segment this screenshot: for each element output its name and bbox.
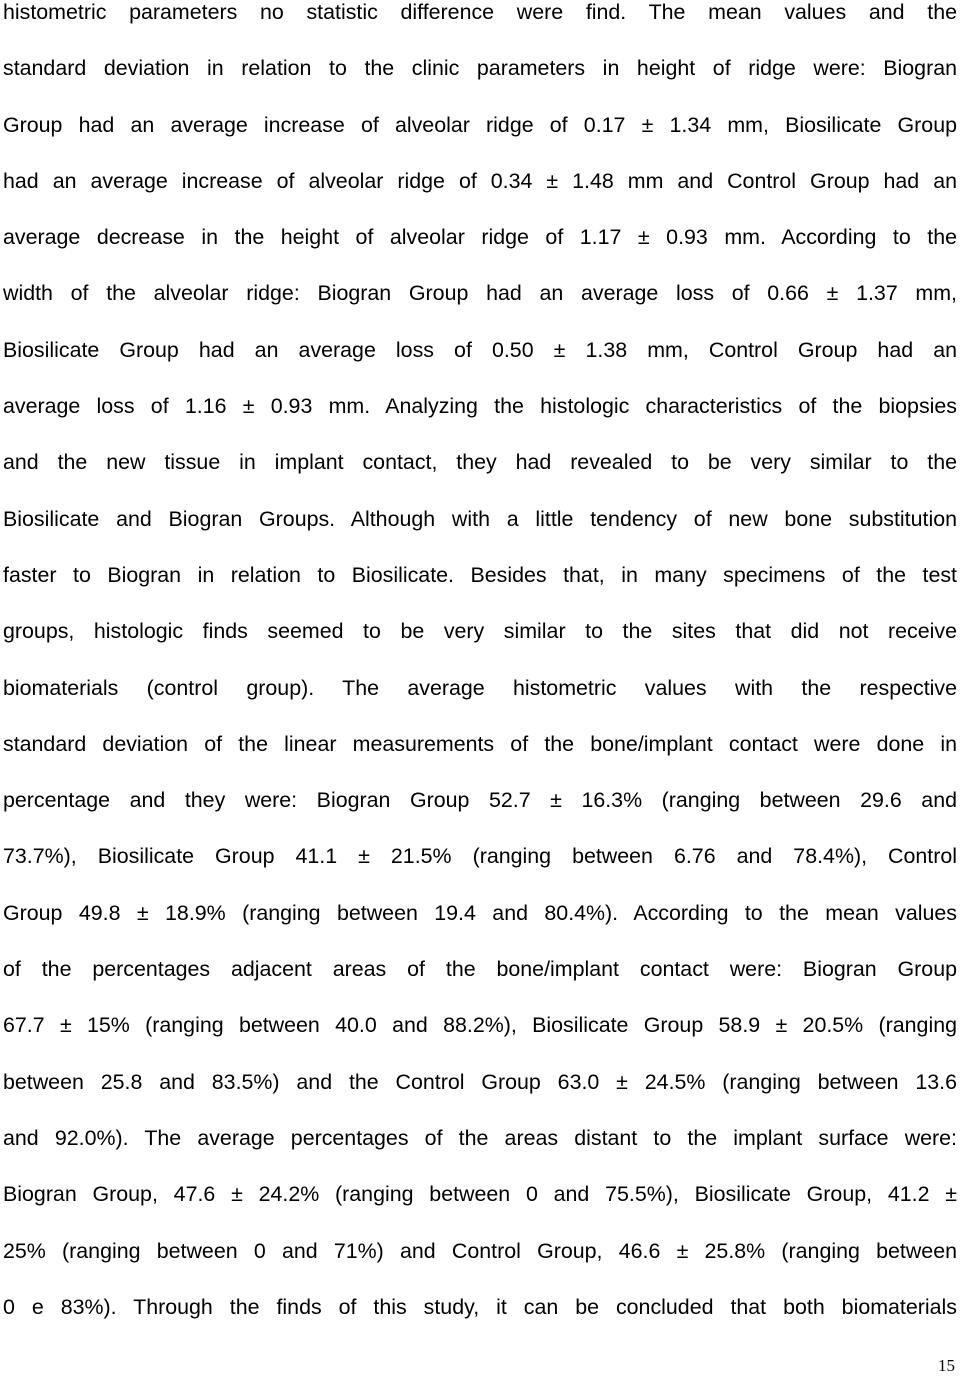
text-line: had an average increase of alveolar ridge of 0.34 ± 1.48 mm and Control Group had an: [3, 168, 957, 193]
text-line: Biosilicate and Biogran Groups. Although with a little tendency of new bone substitution: [3, 506, 957, 531]
text-line: Group 49.8 ± 18.9% (ranging between 19.4 and 80.4%). According to the mean values: [3, 900, 957, 925]
text-line: faster to Biogran in relation to Biosilicate. Besides that, in many specimens of the test: [3, 562, 957, 587]
text-line: Biogran Group, 47.6 ± 24.2% (ranging between 0 and 75.5%), Biosilicate Group, 41.2 ±: [3, 1182, 957, 1207]
text-line: and the new tissue in implant contact, they had revealed to be very similar to the: [3, 450, 957, 475]
text-line: 0 e 83%). Through the finds of this study, it can be concluded that both biomaterials: [3, 1294, 957, 1319]
text-line: Biosilicate Group had an average loss of 0.50 ± 1.38 mm, Control Group had an: [3, 337, 957, 362]
text-line: average decrease in the height of alveolar ridge of 1.17 ± 0.93 mm. According to the: [3, 225, 957, 250]
text-line: 73.7%), Biosilicate Group 41.1 ± 21.5% (ranging between 6.76 and 78.4%), Control: [3, 844, 957, 869]
text-line: biomaterials (control group). The average histometric values with the respective: [3, 675, 957, 700]
text-line: width of the alveolar ridge: Biogran Group had an average loss of 0.66 ± 1.37 mm,: [3, 281, 957, 306]
body-paragraph: [3, 0, 957, 1335]
text-line: average loss of 1.16 ± 0.93 mm. Analyzing the histologic characteristics of the biopsies: [3, 394, 957, 419]
text-line: of the percentages adjacent areas of the bone/implant contact were: Biogran Group: [3, 957, 957, 982]
text-line: percentage and they were: Biogran Group 52.7 ± 16.3% (ranging between 29.6 and: [3, 788, 957, 813]
text-line: and 92.0%). The average percentages of the areas distant to the implant surface were:: [3, 1125, 957, 1150]
text-line: standard deviation of the linear measurements of the bone/implant contact were done in: [3, 731, 957, 756]
text-line: 25% (ranging between 0 and 71%) and Control Group, 46.6 ± 25.8% (ranging between: [3, 1238, 957, 1263]
text-line: groups, histologic finds seemed to be very similar to the sites that did not receive: [3, 619, 957, 644]
text-line: between 25.8 and 83.5%) and the Control Group 63.0 ± 24.5% (ranging between 13.6: [3, 1069, 957, 1094]
text-line: histometric parameters no statistic difference were find. The mean values and the: [3, 0, 957, 24]
text-line: Group had an average increase of alveolar ridge of 0.17 ± 1.34 mm, Biosilicate Group: [3, 112, 957, 137]
text-line: 67.7 ± 15% (ranging between 40.0 and 88.2%), Biosilicate Group 58.9 ± 20.5% (ranging: [3, 1013, 957, 1038]
page-number: 15: [938, 1356, 955, 1375]
text-line: standard deviation in relation to the clinic parameters in height of ridge were: Biogran: [3, 56, 957, 81]
